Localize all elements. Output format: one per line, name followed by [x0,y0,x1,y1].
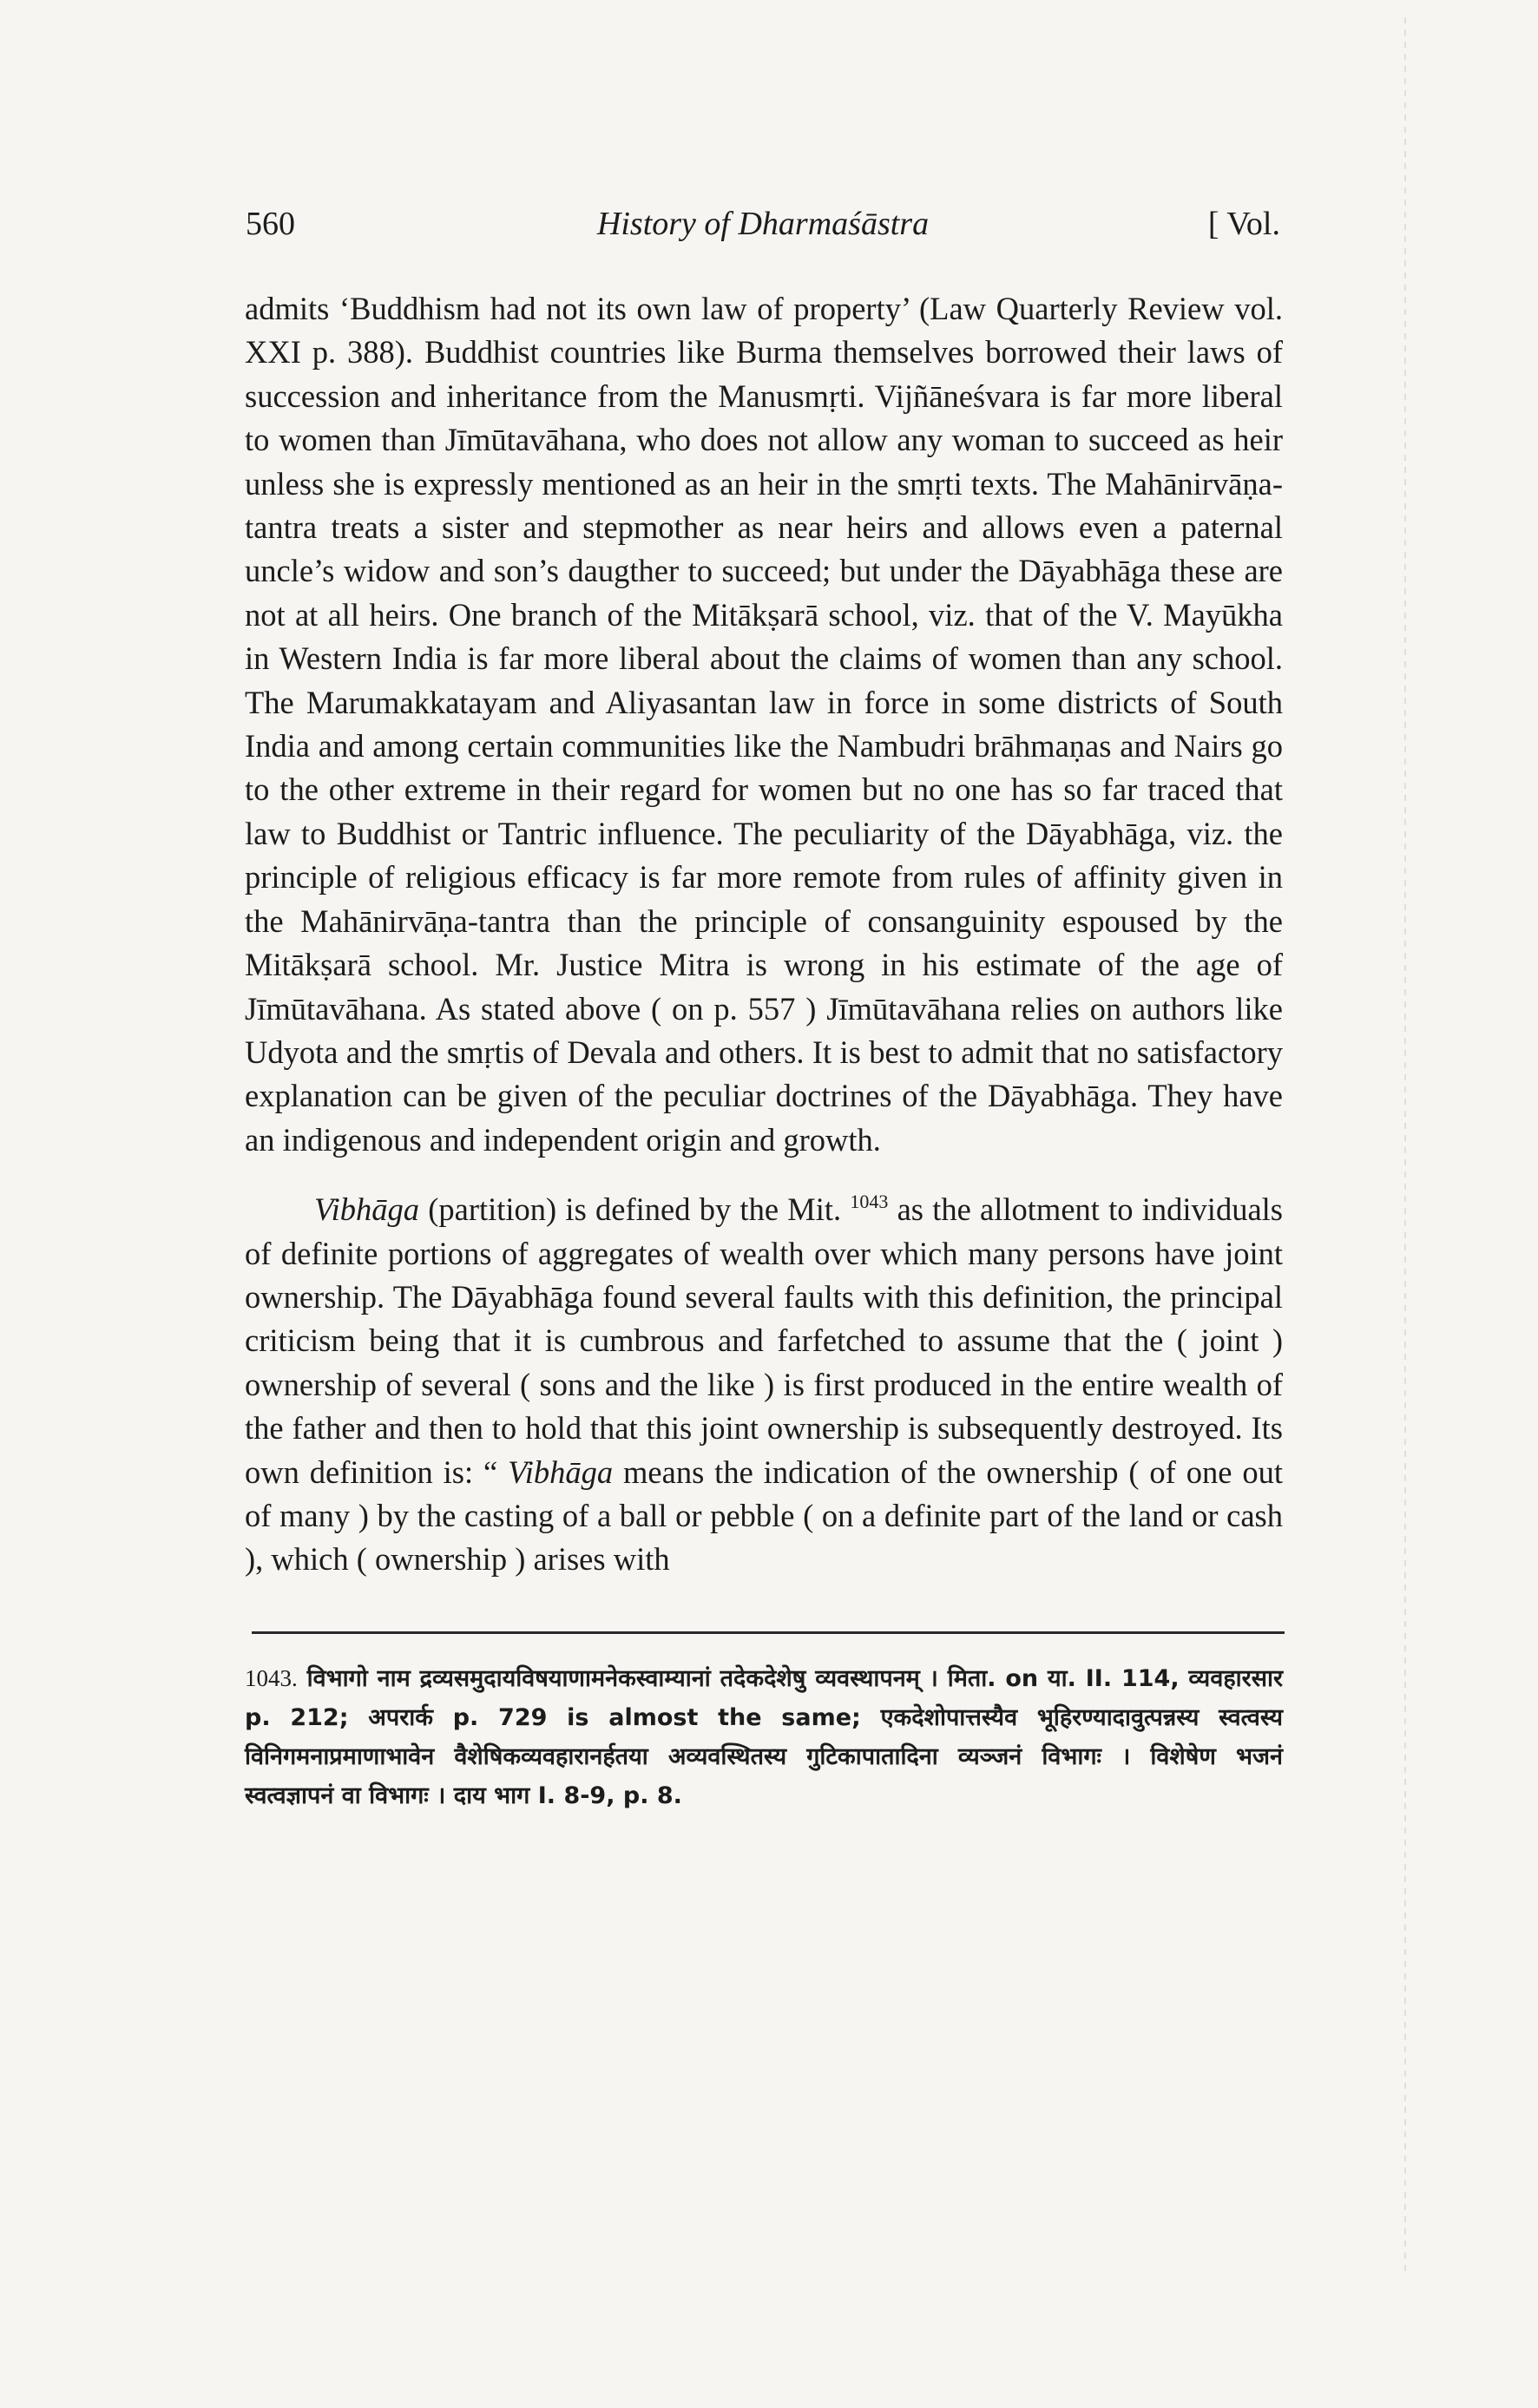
paragraph-1: admits ‘Buddhism had not its own law of property’ (Law Quarterly Review vol. XXI p. 388). Buddhist countries like Burma themselves borrowed their laws of succession and inheritance from the Manusmṛti. Vijñāneśvara is far more liberal to women than Jīmūtavāhana, who does not allow any woman to succeed as heir unless she is expressly mentioned as an heir in the smṛti texts. The Mahānirvāṇa-tantra treats a sister and stepmother as near heirs and allows even a paternal uncle’s widow and son’s daugther to succeed; but under the Dāyabhāga these are not at all heirs. One branch of the Mitākṣarā school, viz. that of the V. Mayūkha in Western India is far more liberal about the claims of women than any school. The Marumakkatayam and Aliyasantan law in force in some districts of South India and among certain communities like the Nambudri brāhmaṇas and Nairs go to the other extreme in their regard for women but no one has so far traced that law to Buddhist or Tantric influence. The peculiarity of the Dāyabhāga, viz. the principle of religious efficacy is far more remote from rules of affinity given in the Mahānirvāṇa-tantra than the principle of consanguinity espoused by the Mitākṣarā school. Mr. Justice Mitra is wrong in his estimate of the age of Jīmūtavāhana. As stated above ( on p. 557 ) Jīmūtavāhana relies on authors like Udyota and the smṛtis of Devala and others. It is best to admit that no satisfactory explanation can be given of the peculiar doctrines of the Dāyabhāga. They have an indigenous and independent origin and growth. [245,291,1283,1158]
page-number: 560 [246,206,295,242]
scan-margin-line [1404,17,1406,2273]
paragraph-2-text-b: as the allotment to individuals of definite portions of aggregates of wealth over which many persons have joint ownership. The Dāyabhāga found several faults with this definition, the principal criticism being that it is cumbrous and farfetched to assume that the ( joint ) ownership of several ( sons and the like ) is first produced in the entire wealth of the father and then to hold that this joint ownership is subsequently destroyed. Its own definition is: “ [245,1191,1283,1490]
footnote-number: 1043. [245,1665,298,1691]
footnote-reference[interactable]: 1043 [850,1191,889,1213]
running-title: History of Dharmaśāstra [596,206,930,242]
main-text [245,287,1283,1582]
volume-label: [ Vol. [1207,206,1280,242]
paragraph-2 [245,1188,1283,1582]
paragraph-2-text-c: means the indication of the ownership ( of one out of many ) by the casting of a ball or pebble ( on a definite part of the land or cash ), which ( ownership ) arises with [245,1453,1283,1578]
footnote-divider [252,1631,1285,1634]
paragraph-2-text-a: (partition) is defined by the Mit. [418,1191,851,1228]
footnote-text: विभागो नाम द्रव्यसमुदायविषयाणामनेकस्वाम्यानां तदेकदेशेषु व्यवस्थापनम् । मिता. on या. II. 114, व्यवहारसार p. 212; अपरार्क p. 729 is almost the same; एकदेशोपात्तस्यैव भूहिरण्यादावुत्पन्नस्य स्वत्वस्य विनिगमनाप्रमाणाभावेन वैशेषिकव्यवहारानर्हतया अव्यवस्थितस्य गुटिकापातादिना व्यञ्जनं विभागः । विशेषेण भजनं स्वत्वज्ञापनं वा विभागः । दाय भाग I. 8-9, p. 8. [245,1665,1283,1809]
footnote-1043 [245,1659,1283,1815]
term-vibhaga: Vibhāga [314,1191,419,1228]
term-vibhaga-2: Vibhāga [508,1453,614,1490]
running-header [246,205,1280,257]
